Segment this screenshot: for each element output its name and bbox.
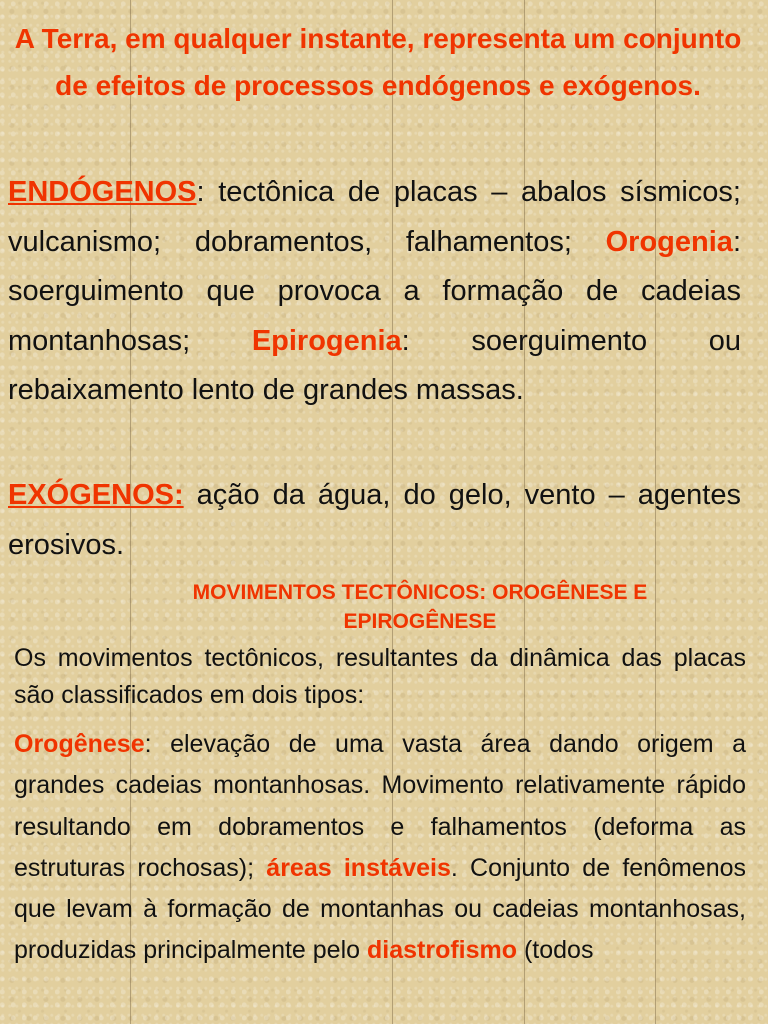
orogenese-text-2: . Conjunto de fenômenos que levam à formação de montanhas ou cadeias montanhosas, produzidas principalmente pelo xyxy=(14,853,747,965)
page-title: A Terra, em qualquer instante, representa um conjunto de efeitos de processos endógenos e exógenos. xyxy=(14,23,742,101)
endogenos-term: ENDÓGENOS xyxy=(8,176,197,208)
epirogenia-text: : soerguimento ou rebaixamento lento de grandes massas. xyxy=(8,324,741,406)
endogenos-paragraph xyxy=(8,168,741,416)
endogenos-text: tectônica de placas – abalos sísmicos; vulcanismo; dobramentos, falhamentos; xyxy=(8,176,741,258)
endogenos-colon: : xyxy=(196,176,205,208)
orogenia-text: : soerguimento que provoca a formação de cadeias montanhosas; xyxy=(8,225,741,357)
diastrofismo-term: diastrofismo xyxy=(367,936,518,965)
orogenese-paragraph xyxy=(14,724,746,972)
exogenos-paragraph xyxy=(8,470,741,570)
section-title: MOVIMENTOS TECTÔNICOS: OROGÊNESE E EPIROGÊNESE xyxy=(192,581,648,633)
exogenos-term: EXÓGENOS: xyxy=(8,479,184,511)
orogenia-term: Orogenia xyxy=(605,225,733,258)
orogenese-text: : elevação de uma vasta área dando origem a grandes cadeias montanhosas. Movimento relativamente rápido resultando em dobramentos e falhamentos (deforma as estruturas rochosas); xyxy=(14,730,746,882)
intro-paragraph: Os movimentos tectônicos, resultantes da dinâmica das placas são classificados em dois tipos: xyxy=(14,644,746,709)
orogenese-term: Orogênese xyxy=(14,730,145,758)
epirogenia-term: Epirogenia xyxy=(251,324,402,357)
exogenos-text: ação da água, do gelo, vento – agentes erosivos. xyxy=(8,479,741,561)
areas-instaveis-term: áreas instáveis xyxy=(266,853,451,882)
orogenese-text-3: (todos xyxy=(517,936,594,965)
